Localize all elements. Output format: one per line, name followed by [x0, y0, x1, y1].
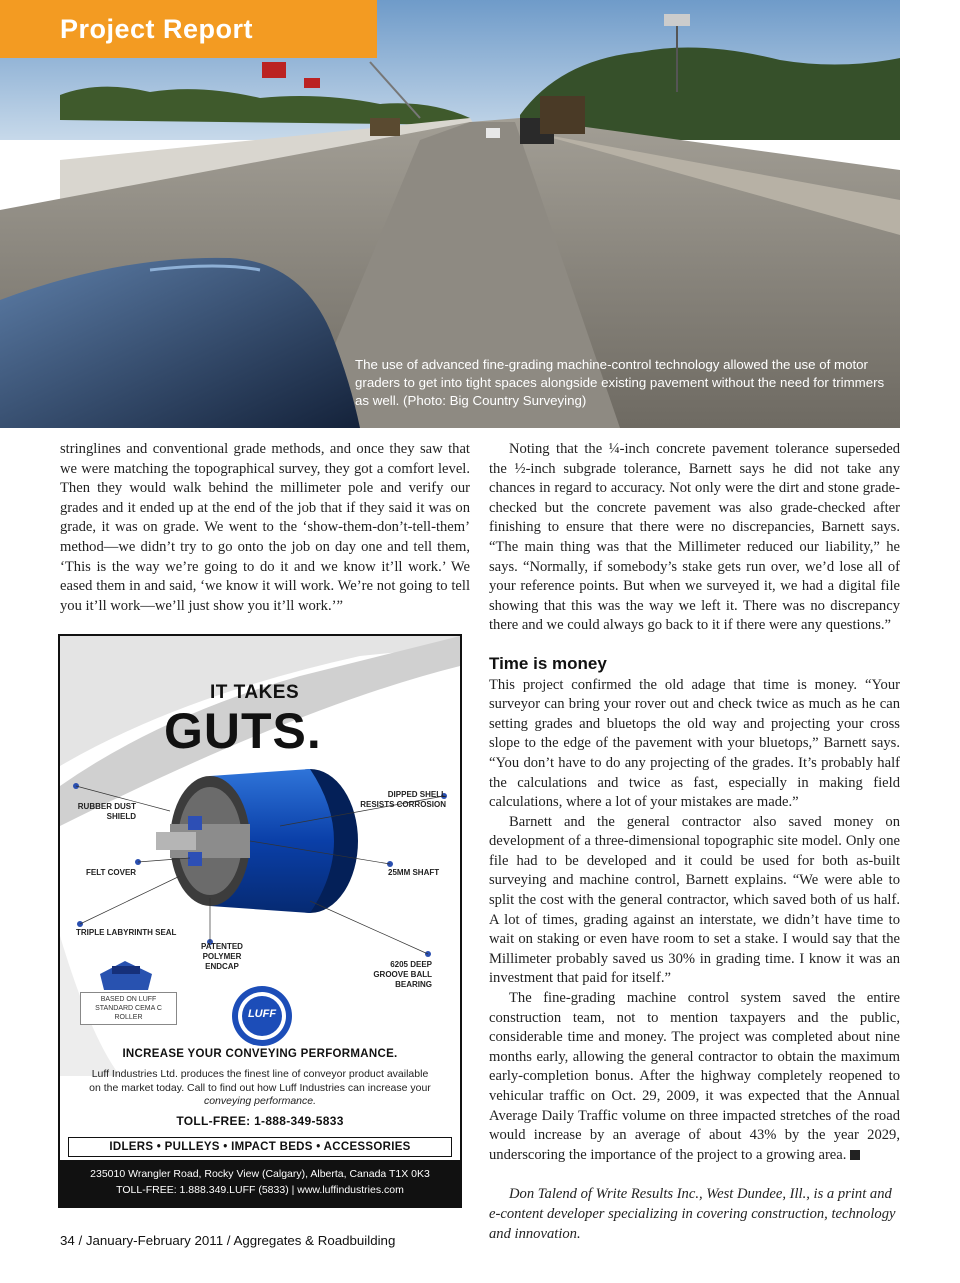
article-paragraph: stringlines and conventional grade methods, and once they saw that we were matching the topographical survey, they got a comfort level. Then they would walk behind the millimeter pole and verify our grades and it ended up at the end of the job that if they said it was on grade, it was on grade. We went to the ‘show-them-don’t-tell-them’ method—we didn’t try to go onto the job on day one and tell them, ‘This is the way we’re going to do it and we know it’ll work.’ We eased them in and said, ‘we know it will work. We’re not going to tell you it’ll work—we’ll just show you it’ll work.’” [60, 441, 470, 614]
label-rubber-dust-shield: RUBBER DUST SHIELD [77, 802, 136, 821]
ad-guts: GUTS. [164, 703, 322, 759]
subhead-time-is-money: Time is money [489, 653, 607, 673]
label-polymer-endcap: PATENTED POLYMER ENDCAP [201, 942, 243, 971]
article-paragraph-text: The fine-grading machine control system saved the entire construction team, not to mention taxpayers and the public, considerable time and money. The project was completed about nine months early, allowing the general contractor to obtain the maximum early-completion bonus. After the highway completely reopened to vehicular traffic on Oct. 29, 2009, it was expected that the Annual Average Daily Traffic volume on three impacted stretches of the road would increase by an average of about 43% by the year 2029, underscoring the importance of the project to a growing area. [489, 990, 900, 1163]
ad-address: 235010 Wrangler Road, Rocky View (Calgary), Alberta, Canada T1X 0K3 [90, 1168, 430, 1180]
article-paragraph: This project confirmed the old adage that time is money. “Your surveyor can bring your rover out and check twice as much as he can setting grades and bluetops the old way and projecting your cross slope to the edge of the pavement with your bluetops,” Barnett says. “You don’t have to do any projecting of the grades. It’s probably half the calculations and twice as fast, especially in making field calculations, where a lot of your mistakes are made.” [489, 676, 900, 811]
article-paragraph: Barnett and the general contractor also saved money on development of a three-dimensional topographic site model. Only one file had to be developed and it could be used for both as-built surveying and machine control, Barnett explains. “We were able to split the cost with the general contractor, which saved both of us half. A lot of times, grading against an interstate, we didn’t have time to wait on staking or even have room to set a stake. I would say that the Millimeter probably saved us 30% in grading time. I know it was an investment that paid for itself.” [489, 813, 900, 987]
luff-advertisement[interactable] [58, 634, 462, 1208]
ad-body-emphasis: conveying performance. [203, 1095, 317, 1107]
label-felt-cover: FELT COVER [86, 868, 137, 877]
ad-headline: INCREASE YOUR CONVEYING PERFORMANCE. [122, 1048, 398, 1060]
label-dipped-shell: DIPPED SHELL RESISTS CORROSION [360, 790, 446, 809]
ad-products-bar: IDLERS • PULLEYS • IMPACT BEDS • ACCESSORIES [68, 1137, 452, 1157]
ad-contact[interactable]: TOLL-FREE: 1.888.349.LUFF (5833) | www.luffindustries.com [116, 1184, 404, 1196]
ad-footer [60, 1160, 460, 1208]
section-tag: Project Report [0, 0, 377, 58]
article-right-column [489, 440, 900, 1244]
article-left-column [60, 440, 470, 616]
end-mark-icon [850, 1150, 860, 1160]
ad-it-takes: IT TAKES [210, 682, 300, 703]
label-ball-bearing: 6205 DEEP GROOVE BALL BEARING [373, 960, 432, 989]
label-shaft: 25MM SHAFT [388, 868, 440, 877]
based-on-luff-standard: BASED ON LUFF STANDARD CEMA C ROLLER [80, 992, 177, 1025]
ad-toll-free[interactable]: TOLL-FREE: 1-888-349-5833 [176, 1114, 344, 1128]
photo-caption: The use of advanced fine-grading machine-control technology allowed the use of motor graders to get into tight spaces alongside existing pavement without the need for trimmers as well. (Photo: Big Country Surveying) [355, 357, 885, 408]
ad-body [88, 1068, 432, 1109]
page-footer: 34 / January-February 2011 / Aggregates & Roadbuilding [60, 1233, 396, 1248]
luff-logo: LUFF [247, 1008, 277, 1020]
article-paragraph: Noting that the ¼-inch concrete pavement tolerance superseded the ½-inch subgrade tolerance, Barnett says he did not take any chances in regard to accuracy. Not only were the dirt and stone grade-checked but the concrete pavement was also grade-checked after finishing to ensure that there were no discrepancies, Barnett says. “The main thing was that the Millimeter reduced our liability,” he says. “Normally, if somebody’s stake gets run over, we’d lose all of your reference points. But when we surveyed it, we had a digital file showing that this was the way we left it. There was no discrepancy there and we could always go back to it if there were any questions.” [489, 441, 900, 634]
label-triple-labyrinth-seal: TRIPLE LABYRINTH SEAL [76, 928, 177, 937]
ad-body-text: Luff Industries Ltd. produces the finest line of conveyor product available on the market today. Call to find out how Luff Industries can increase your [89, 1068, 431, 1094]
author-bio: Don Talend of Write Results Inc., West Dundee, Ill., is a print and e-content developer specializing in covering construction, technology and innovation. [489, 1186, 896, 1242]
article-paragraph [489, 989, 900, 1165]
